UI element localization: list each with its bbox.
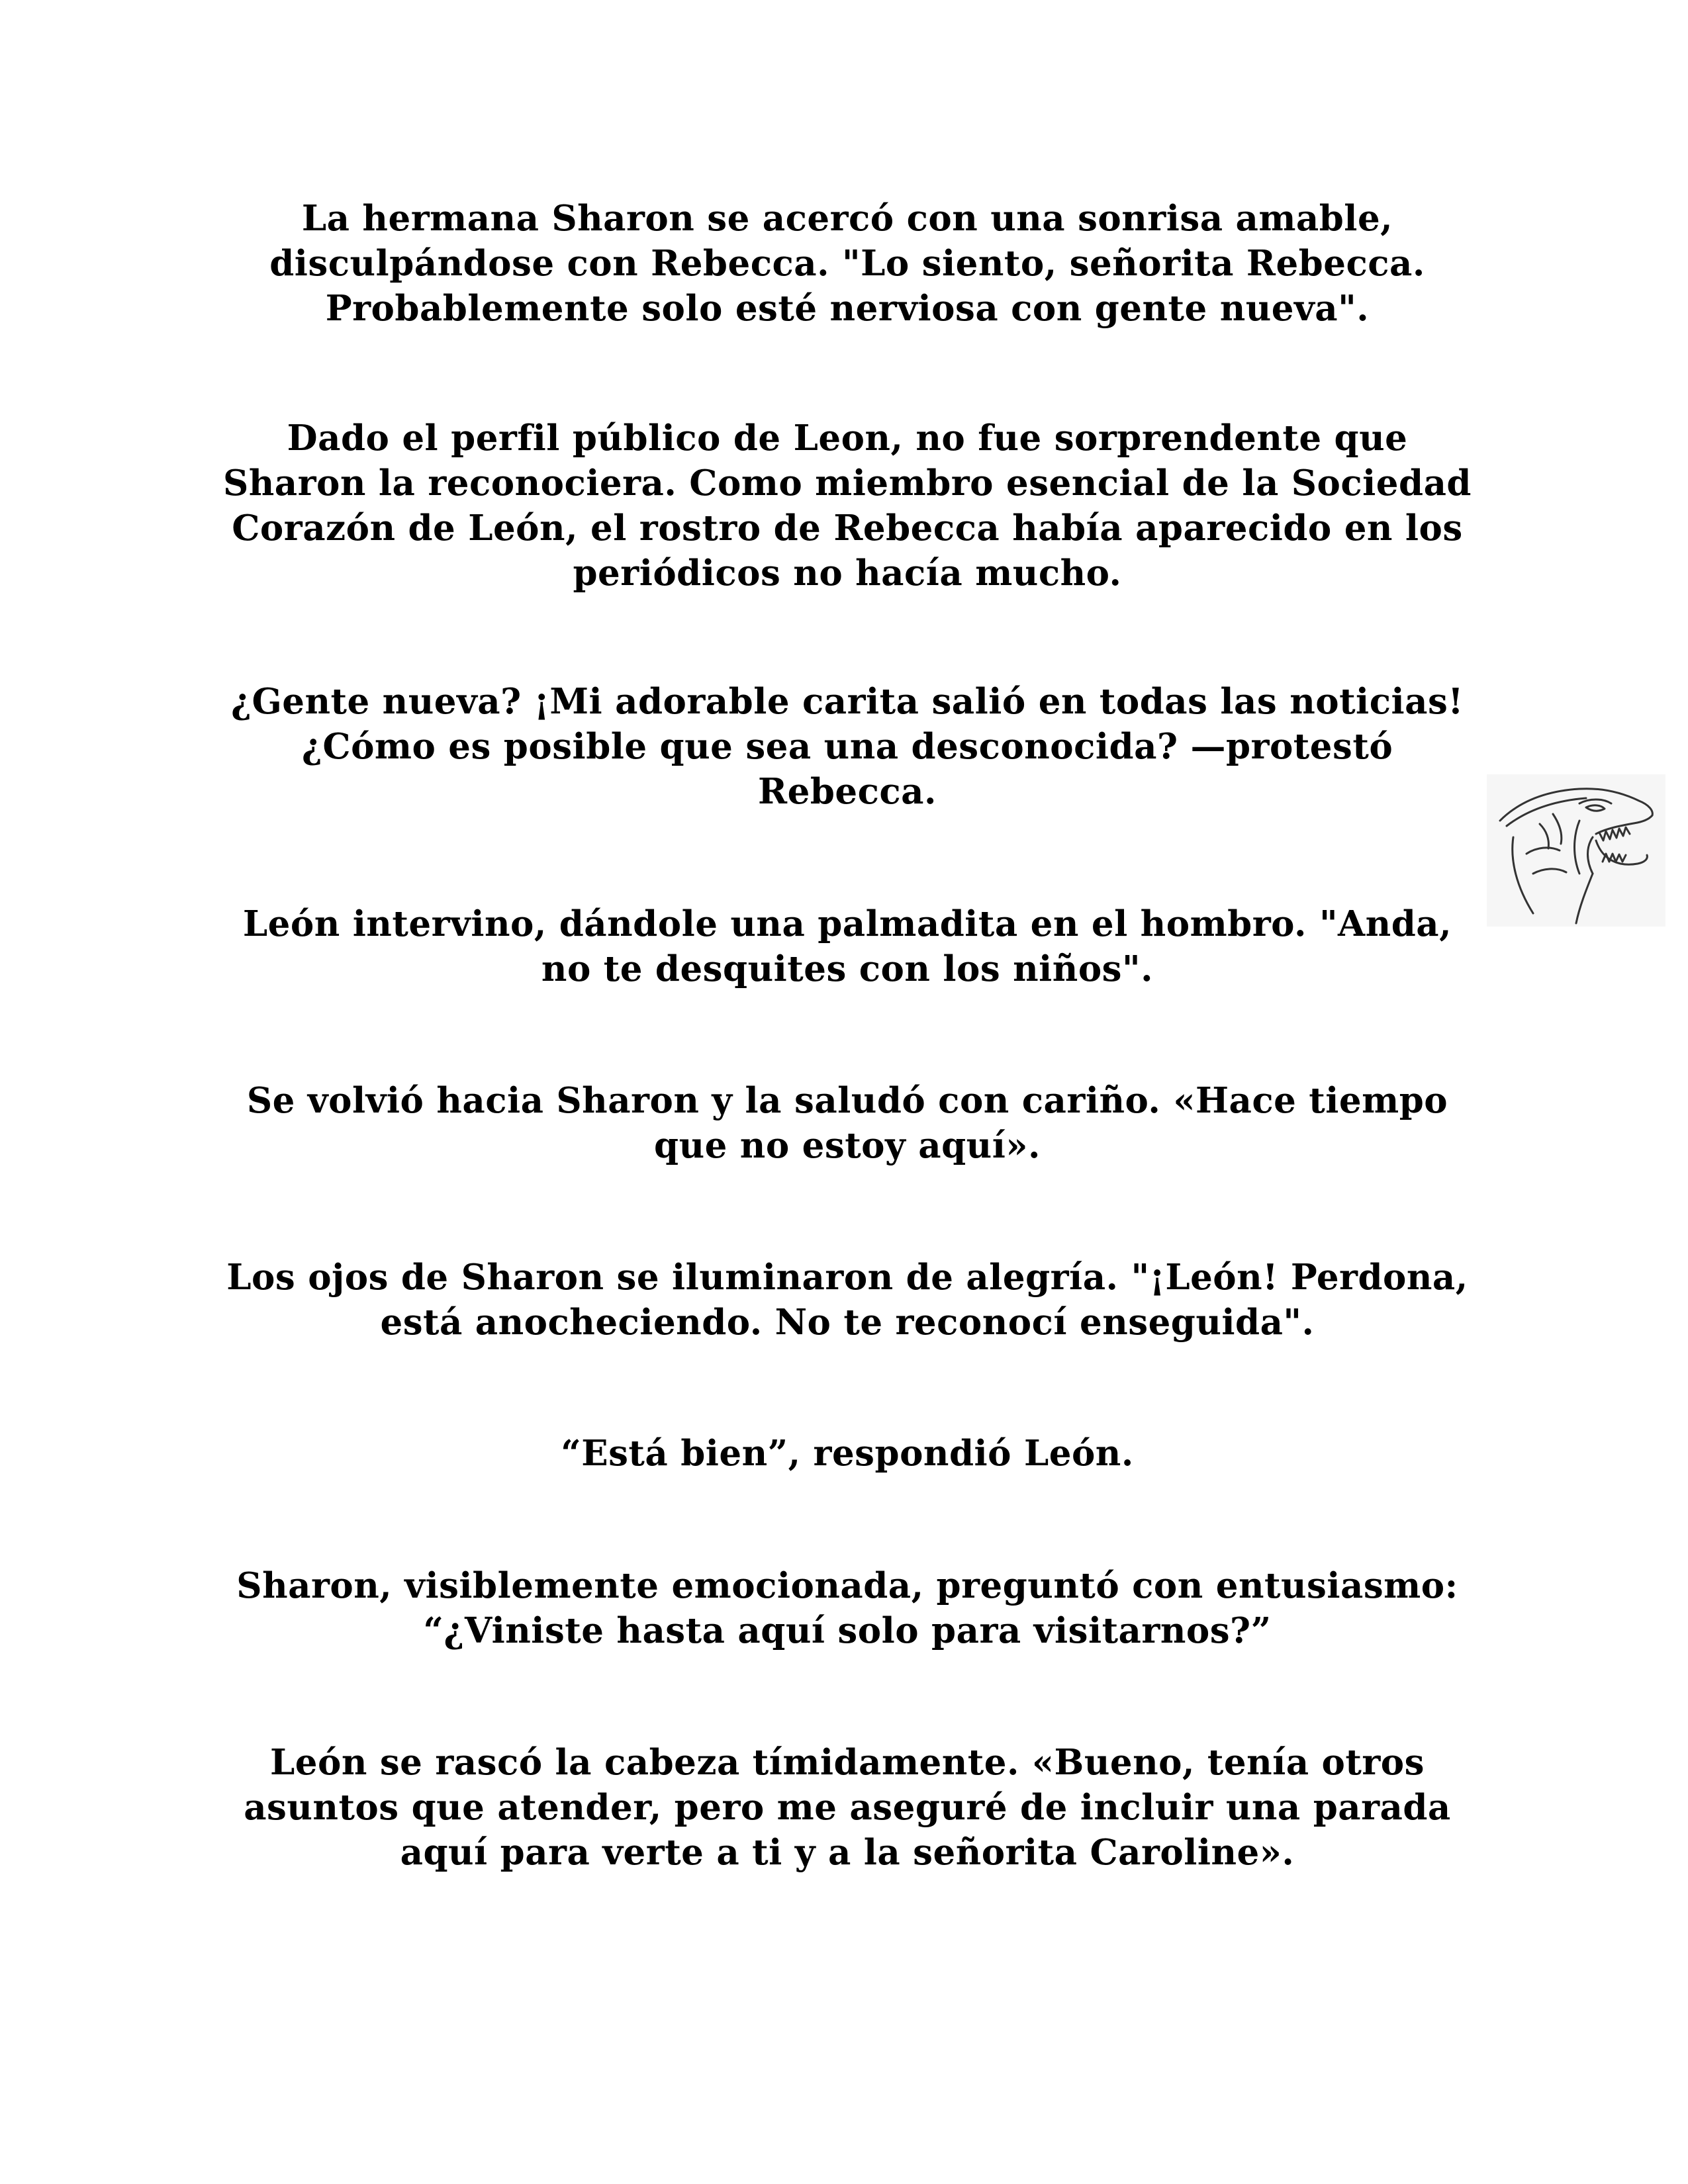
paragraph	[218, 196, 1476, 331]
paragraph	[218, 1431, 1476, 1476]
paragraph	[218, 1255, 1476, 1345]
text-line: periódicos no hacía mucho.	[573, 553, 1122, 594]
text-line: Sharon, visiblemente emocionada, preguntó con entusiasmo:	[236, 1565, 1458, 1606]
text-line: Dado el perfil público de Leon, no fue sorprendente que	[287, 418, 1408, 459]
paragraph	[218, 901, 1476, 991]
text-line: Los ojos de Sharon se iluminaron de alegría. "¡León! Perdona,	[226, 1257, 1468, 1298]
text-line: Corazón de León, el rostro de Rebecca había aparecido en los	[232, 508, 1463, 549]
text-line: ¿Cómo es posible que sea una desconocida? —protestó	[301, 726, 1393, 767]
text-line: León intervino, dándole una palmadita en el hombro. "Anda,	[242, 903, 1452, 944]
text-line: León se rascó la cabeza tímidamente. «Bueno, tenía otros	[270, 1742, 1425, 1783]
paragraph	[218, 679, 1476, 814]
text-line: La hermana Sharon se acercó con una sonrisa amable,	[301, 198, 1393, 239]
paragraph	[218, 416, 1476, 596]
text-line: Sharon la reconociera. Como miembro esencial de la Sociedad	[222, 463, 1472, 504]
text-line: está anocheciendo. No te reconocí enseguida".	[380, 1302, 1315, 1343]
text-line: ¿Gente nueva? ¡Mi adorable carita salió en todas las noticias!	[230, 681, 1464, 722]
paragraph	[218, 1563, 1476, 1653]
dinosaur-head-sketch-icon	[1487, 774, 1665, 927]
text-line: “Está bien”, respondió León.	[561, 1433, 1134, 1474]
text-line: Se volvió hacia Sharon y la saludó con cariño. «Hace tiempo	[246, 1080, 1448, 1121]
text-line: Rebecca.	[758, 771, 937, 812]
paragraph	[218, 1740, 1476, 1875]
text-line: “¿Viniste hasta aquí solo para visitarnos?”	[423, 1610, 1272, 1651]
paragraph	[218, 1078, 1476, 1168]
text-line: no te desquites con los niños".	[541, 948, 1154, 989]
text-line: disculpándose con Rebecca. "Lo siento, señorita Rebecca.	[269, 243, 1425, 284]
text-line: que no estoy aquí».	[654, 1125, 1041, 1166]
text-line: asuntos que atender, pero me aseguré de incluir una parada	[244, 1787, 1451, 1828]
text-line: Probablemente solo esté nerviosa con gente nueva".	[325, 288, 1370, 329]
text-line: aquí para verte a ti y a la señorita Caroline».	[400, 1832, 1295, 1873]
